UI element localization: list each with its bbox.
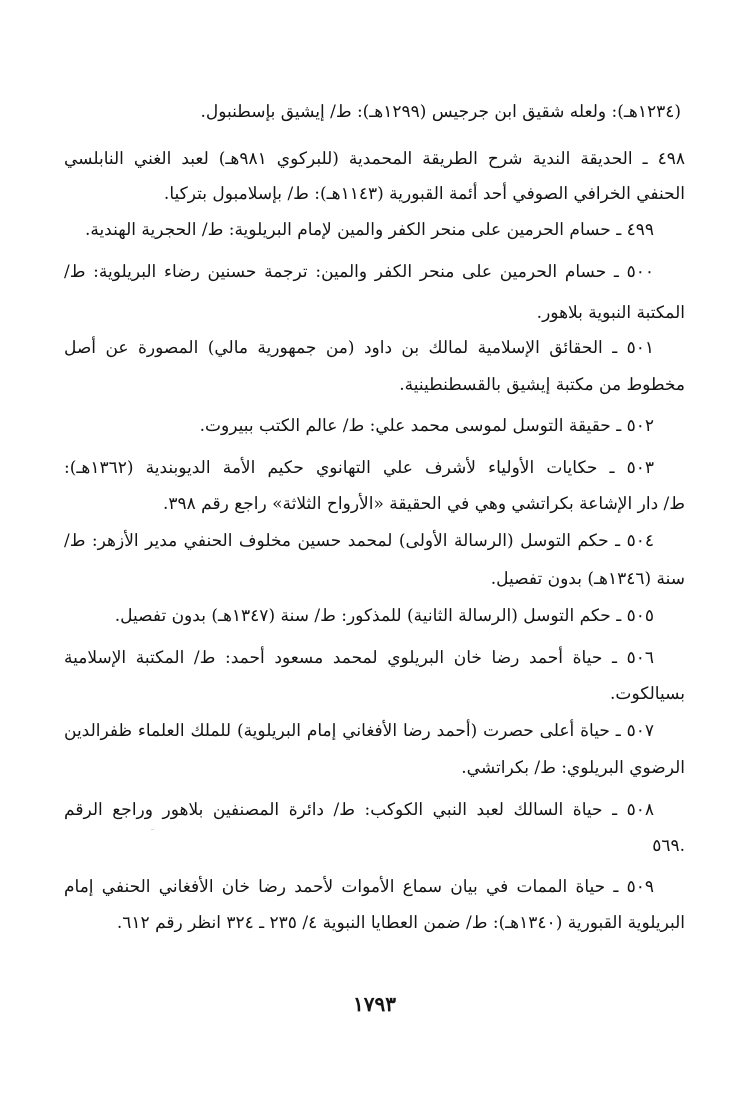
scan-speck <box>151 829 154 830</box>
entry-505-line-1: ٥٠٥ ـ حكم التوسل (الرسالة الثانية) للمذكور: ط/ سنة (١٣٤٧هـ) بدون تفصيل. <box>114 606 654 626</box>
entry-498-line-1: ٤٩٨ ـ الحديقة الندية شرح الطريقة المحمدية (للبركوي ٩٨١هـ) لعبد الغني النابلسي <box>64 149 685 169</box>
entry-508-line-2: ٥٦٩. <box>652 836 685 856</box>
entry-509-line-1: ٥٠٩ ـ حياة الممات في بيان سماع الأموات لأحمد رضا خان الأفغاني الحنفي إمام <box>64 877 654 897</box>
entry-507-line-1: ٥٠٧ ـ حياة أعلى حصرت (أحمد رضا الأفغاني إمام البريلوية) للملك العلماء ظفرالدين <box>64 721 654 741</box>
entry-504-line-2: سنة (١٣٤٦هـ) بدون تفصيل. <box>490 569 685 589</box>
entry-506-line-2: بسيالكوت. <box>610 684 685 704</box>
entry-503-line-1: ٥٠٣ ـ حكايات الأولياء لأشرف علي التهانوي حكيم الأمة الديوبندية (١٣٦٢هـ): <box>64 458 654 478</box>
page-number: ١٧٩٣ <box>353 992 396 1016</box>
entry-501-line-1: ٥٠١ ـ الحقائق الإسلامية لمالك بن داود (من جمهورية مالي) المصورة عن أصل <box>64 338 654 358</box>
entry-498-line-2: الحنفي الخرافي الصوفي أحد أئمة القبورية (١١٤٣هـ): ط/ بإسلامبول بتركيا. <box>163 184 685 204</box>
entry-508-line-1: ٥٠٨ ـ حياة السالك لعبد النبي الكوكب: ط/ دائرة المصنفين بلاهور وراجع الرقم <box>64 800 654 820</box>
entry-509-line-2: البريلوية القبورية (١٣٤٠هـ): ط/ ضمن العطايا النبوية ٤/ ٢٣٥ ـ ٣٢٤ انظر رقم ٦١٢. <box>116 913 685 933</box>
entry-507-line-2: الرضوي البريلوي: ط/ بكراتشي. <box>461 758 685 778</box>
entry-501-line-2: مخطوط من مكتبة إيشيق بالقسطنطينية. <box>399 375 685 395</box>
entry-499-line-1: ٤٩٩ ـ حسام الحرمين على منحر الكفر والمين لإمام البريلوية: ط/ الحجرية الهندية. <box>84 220 654 240</box>
entry-500-line-1: ٥٠٠ ـ حسام الحرمين على منحر الكفر والمين: ترجمة حسنين رضاء البريلوية: ط/ <box>64 262 654 282</box>
entry-506-line-1: ٥٠٦ ـ حياة أحمد رضا خان البريلوي لمحمد مسعود أحمد: ط/ المكتبة الإسلامية <box>64 648 654 668</box>
entry-503-line-2: ط/ دار الإشاعة بكراتشي وهي في الحقيقة «الأرواح الثلاثة» راجع رقم ٣٩٨. <box>162 494 685 514</box>
entry-continuation-line: (١٢٣٤هـ): ولعله شقيق ابن جرجيس (١٢٩٩هـ): ط/ إيشيق بإسطنبول. <box>200 102 681 122</box>
entry-502-line-1: ٥٠٢ ـ حقيقة التوسل لموسى محمد علي: ط/ عالم الكتب ببيروت. <box>199 416 654 436</box>
entry-504-line-1: ٥٠٤ ـ حكم التوسل (الرسالة الأولى) لمحمد حسين مخلوف الحنفي مدير الأزهر: ط/ <box>64 531 654 551</box>
entry-500-line-2: المكتبة النبوية بلاهور. <box>536 303 685 323</box>
